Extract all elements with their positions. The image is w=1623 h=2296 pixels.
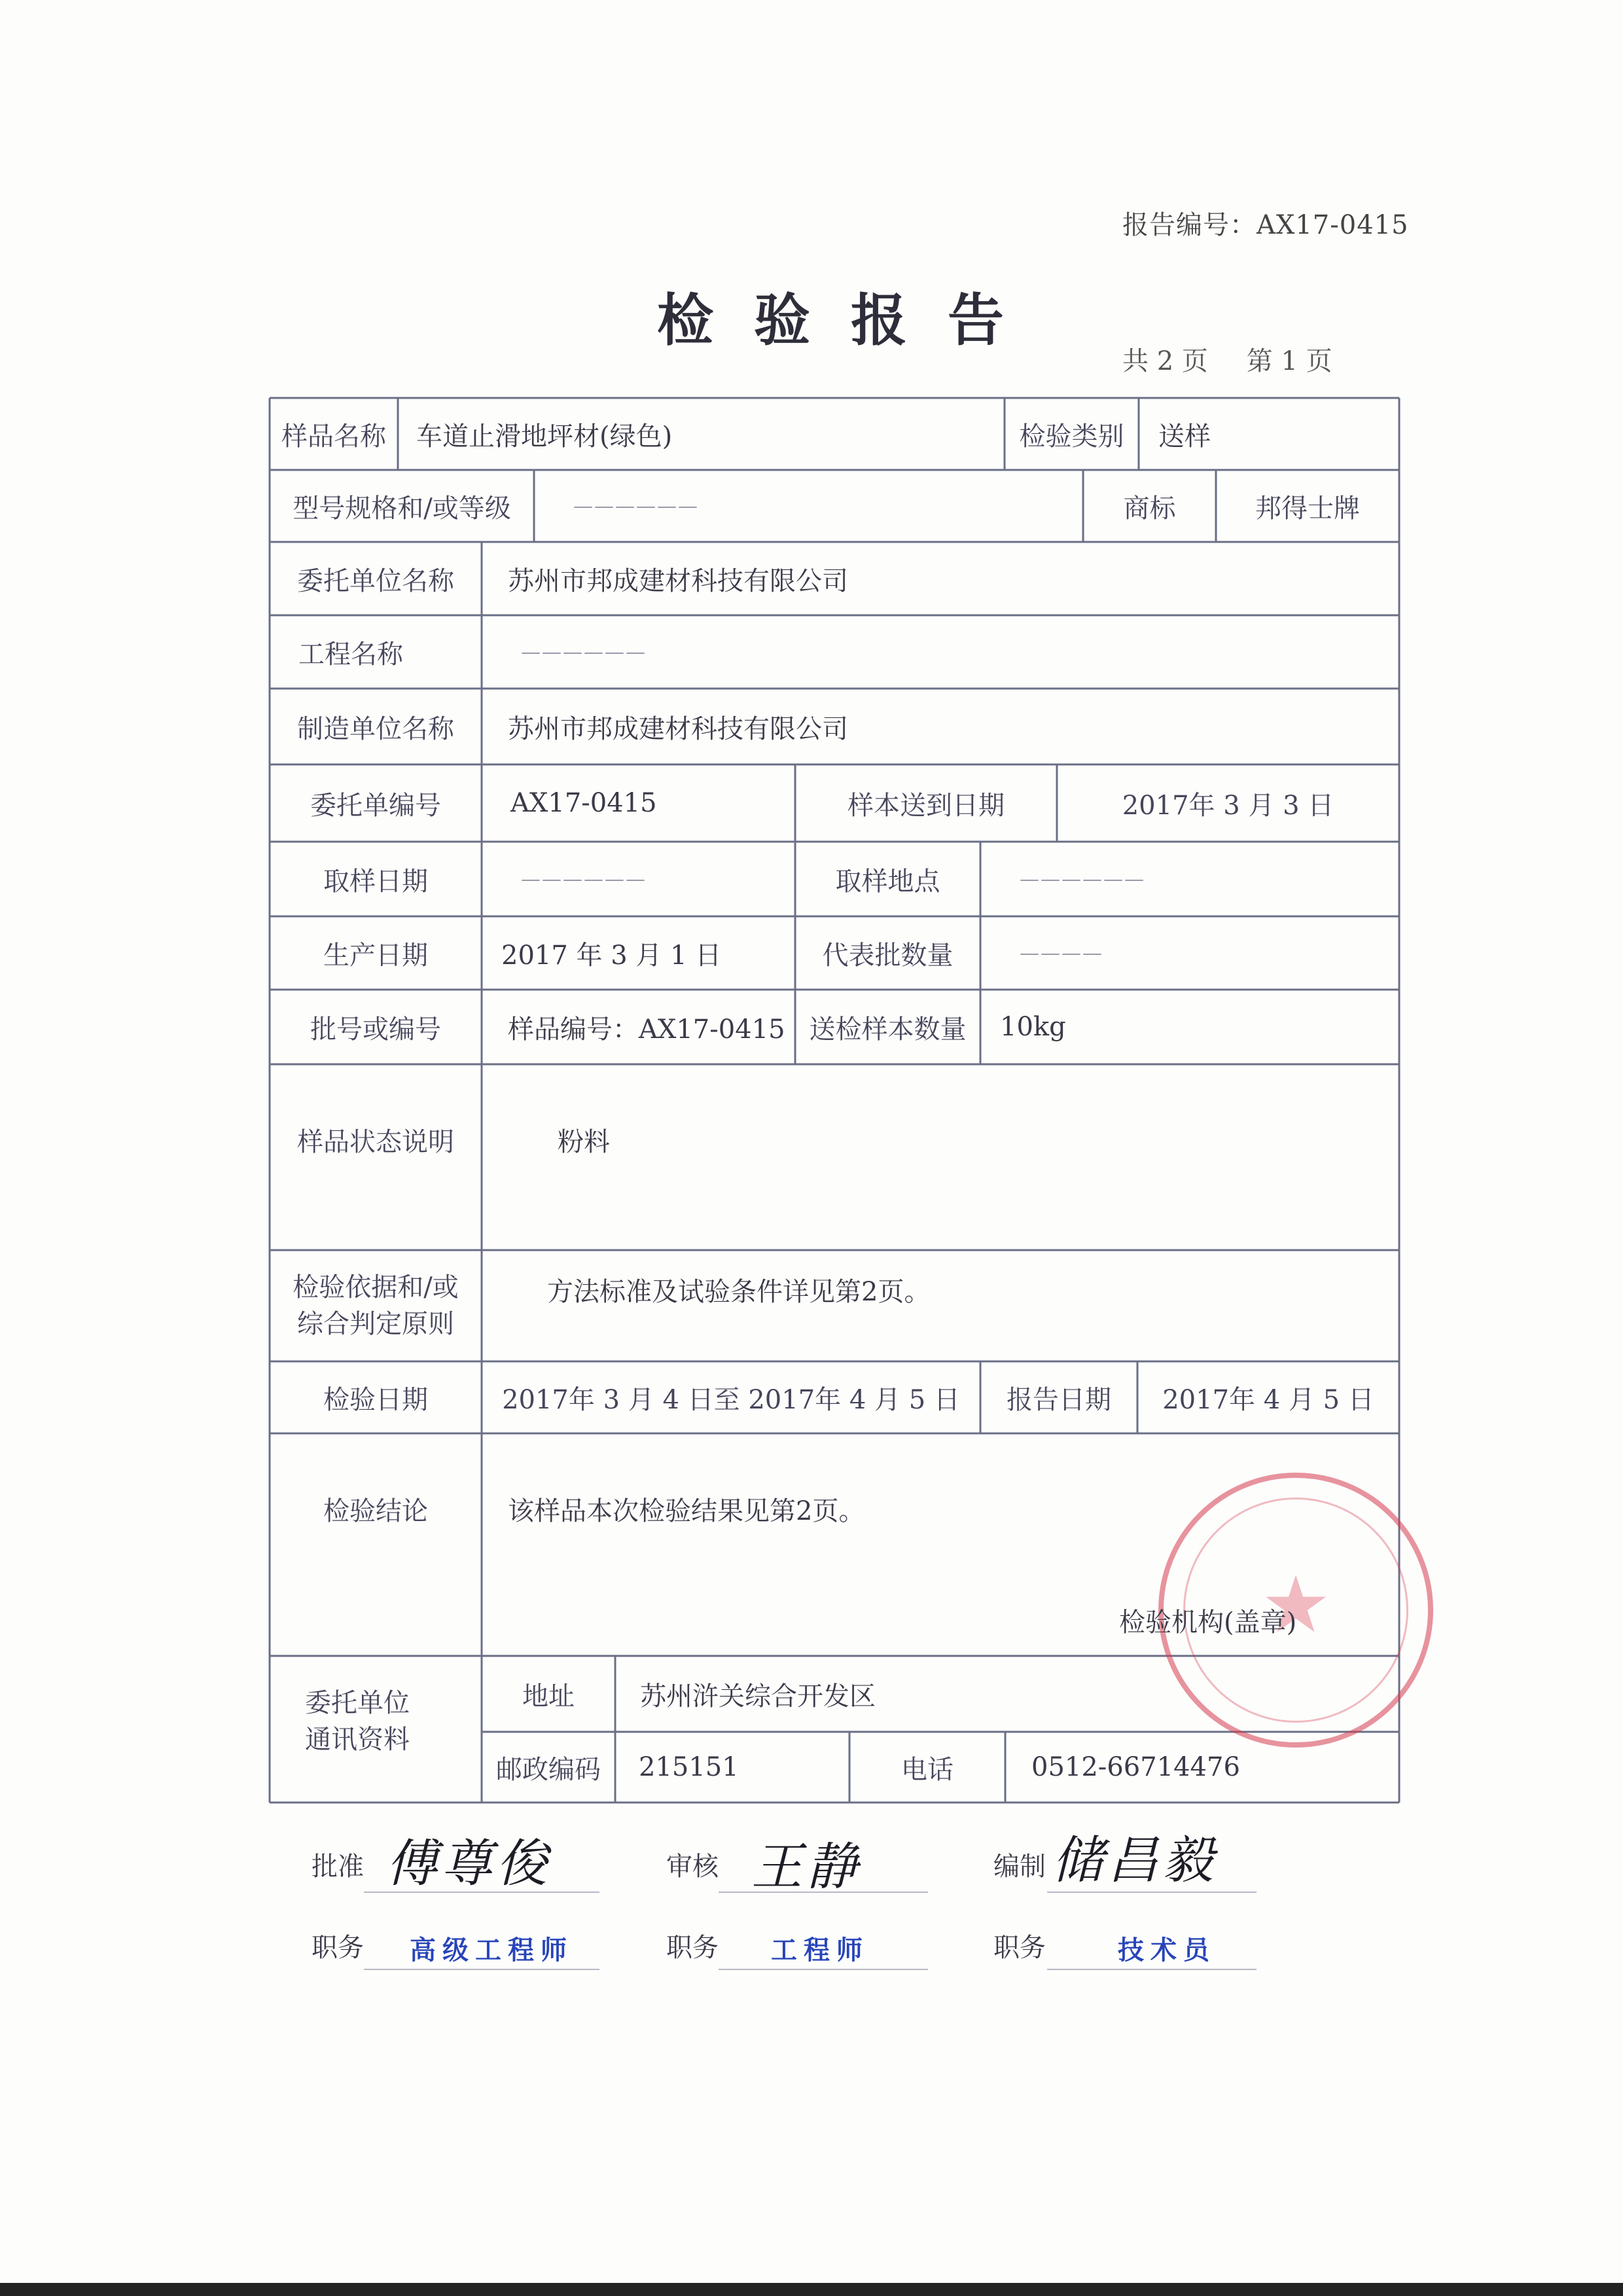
label-basis — [270, 1250, 482, 1361]
label-sampling-date: 取样日期 — [323, 866, 428, 897]
compile-label: 编制 — [993, 1852, 1046, 1882]
label-sampling-site: 取样地点 — [835, 866, 940, 897]
approve-line — [364, 1892, 599, 1893]
review-signature: 王静 — [751, 1838, 862, 1897]
label-sample-state: 样品状态说明 — [297, 1126, 454, 1157]
approve-role: 高级工程师 — [410, 1935, 573, 1965]
approve-role-line — [364, 1969, 599, 1970]
label-inspect-date: 检验日期 — [323, 1384, 428, 1415]
value-inspection-type: 送样 — [1158, 421, 1211, 452]
label-inspection-type: 检验类别 — [1019, 421, 1124, 452]
label-address: 地址 — [522, 1681, 575, 1712]
label-batch-no: 批号或编号 — [310, 1014, 441, 1045]
label-production-date: 生产日期 — [323, 940, 428, 971]
value-sampling-date: —————— — [521, 867, 647, 891]
value-sampling-site: —————— — [1020, 867, 1145, 891]
role-label-review: 职务 — [666, 1933, 719, 1963]
label-basis-line1: 检验依据和/或 — [293, 1272, 459, 1302]
review-label: 审核 — [666, 1852, 719, 1882]
seal-star-icon: ★ — [1260, 1560, 1331, 1651]
label-conclusion: 检验结论 — [323, 1496, 428, 1526]
value-manufacturer: 苏州市邦成建材科技有限公司 — [508, 713, 848, 744]
compile-signature: 储昌毅 — [1052, 1831, 1218, 1890]
label-order-no: 委托单编号 — [310, 790, 441, 821]
role-label-approve: 职务 — [312, 1933, 364, 1963]
value-sample-qty: 10kg — [1000, 1012, 1066, 1042]
value-sample-state: 粉料 — [558, 1126, 610, 1157]
review-role-line — [719, 1969, 928, 1970]
value-production-date: 2017 年 3 月 1 日 — [501, 940, 722, 971]
value-inspect-date: 2017年 3 月 4 日至 2017年 4 月 5 日 — [502, 1384, 960, 1415]
value-phone: 0512-66714476 — [1031, 1752, 1240, 1782]
label-sample-name: 样品名称 — [281, 421, 386, 452]
page-info — [1122, 340, 1338, 378]
value-project: —————— — [521, 640, 647, 664]
value-order-no: AX17-0415 — [510, 788, 657, 818]
label-basis-line2: 综合判定原则 — [297, 1309, 454, 1339]
review-line — [719, 1892, 928, 1893]
compile-role: 技术员 — [1118, 1935, 1216, 1965]
label-trademark: 商标 — [1123, 493, 1176, 524]
role-label-compile: 职务 — [993, 1933, 1046, 1963]
label-arrival-date: 样本送到日期 — [847, 790, 1005, 821]
review-role: 工程师 — [771, 1935, 869, 1965]
label-batch-qty: 代表批数量 — [822, 940, 954, 971]
label-sample-qty: 送检样本数量 — [809, 1014, 967, 1045]
value-report-date: 2017年 4 月 5 日 — [1162, 1384, 1374, 1415]
page-total: 共 2 页 — [1122, 346, 1208, 376]
label-contact — [270, 1656, 495, 1787]
value-batch-qty: ———— — [1020, 941, 1103, 965]
value-address: 苏州浒关综合开发区 — [640, 1681, 876, 1712]
label-model-spec: 型号规格和/或等级 — [293, 493, 511, 524]
compile-role-line — [1047, 1969, 1257, 1970]
value-postcode: 215151 — [639, 1752, 739, 1782]
value-basis: 方法标准及试验条件详见第2页。 — [547, 1276, 931, 1307]
value-conclusion: 该样品本次检验结果见第2页。 — [508, 1496, 865, 1526]
label-contact-line2: 通讯资料 — [305, 1725, 410, 1755]
report-number: 报告编号：AX17-0415 — [1122, 210, 1409, 240]
approve-label: 批准 — [312, 1852, 364, 1882]
label-contact-line1: 委托单位 — [305, 1688, 410, 1718]
value-model-spec: —————— — [573, 494, 699, 518]
value-client: 苏州市邦成建材科技有限公司 — [508, 565, 848, 596]
label-report-date: 报告日期 — [1007, 1384, 1111, 1415]
label-client: 委托单位名称 — [297, 565, 454, 596]
value-arrival-date: 2017年 3 月 3 日 — [1122, 790, 1334, 821]
label-project: 工程名称 — [298, 639, 403, 670]
seal-note: 检验机构(盖章) — [1119, 1607, 1297, 1638]
value-sample-name: 车道止滑地坪材(绿色) — [416, 421, 673, 452]
label-phone: 电话 — [901, 1754, 954, 1785]
document-title: 检验报告 — [657, 287, 1044, 353]
value-batch-no: 样品编号：AX17-0415 — [508, 1014, 785, 1045]
value-trademark: 邦得士牌 — [1255, 493, 1360, 524]
label-manufacturer: 制造单位名称 — [297, 713, 454, 744]
label-postcode: 邮政编码 — [496, 1754, 601, 1785]
compile-line — [1047, 1892, 1257, 1893]
scan-edge — [0, 2283, 1623, 2296]
approve-signature: 傅尊俊 — [386, 1835, 552, 1893]
page-current: 第 1 页 — [1246, 346, 1332, 376]
